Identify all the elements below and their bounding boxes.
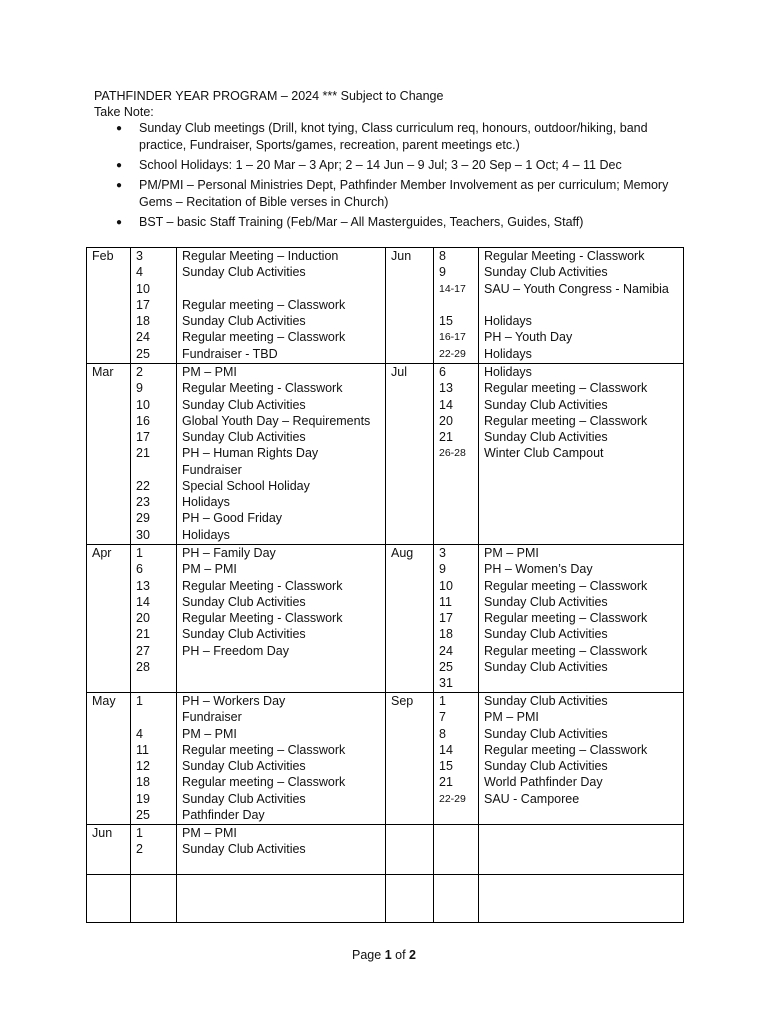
entry-date: 18 [439, 627, 453, 642]
entry-event: Regular meeting – Classwork [484, 381, 648, 396]
entry-event: Fundraiser [182, 462, 242, 477]
entry-event: Regular Meeting - Classwork [182, 578, 343, 593]
note-text: Sunday Club meetings (Drill, knot tying, Class curriculum req, honours, outdoor/hiking, band practice, Fundraiser, Sports/games, recreation, parent meetings etc.) [139, 121, 648, 152]
entry-date: 13 [136, 578, 150, 593]
entry-date: 2 [136, 365, 143, 379]
event-cell [177, 693, 386, 825]
schedule-row [87, 364, 684, 545]
entry-date: 17 [439, 611, 453, 625]
entry-date: 14 [136, 594, 150, 609]
entry-date: 3 [439, 546, 446, 560]
event-cell [177, 875, 386, 923]
entry-event: Fundraiser [182, 710, 242, 725]
entry-event: Winter Club Campout [484, 446, 604, 461]
entry-event: PH – Youth Day [484, 330, 573, 345]
entry-event: Fundraiser - TBD [182, 346, 278, 361]
entry-date [136, 709, 171, 725]
entry-event: Sunday Club Activities [182, 627, 306, 642]
entry-date: 17 [136, 430, 150, 444]
entry-date: 27 [136, 643, 150, 658]
bullet-icon: ● [116, 160, 123, 171]
entry-date: 14-17 [439, 282, 466, 295]
entry-date: 1 [439, 694, 446, 708]
event-cell [479, 693, 684, 825]
entry-event [484, 297, 678, 313]
schedule-table [86, 247, 684, 923]
entry-date: 1 [136, 826, 143, 840]
notes-list [94, 120, 694, 234]
entry-event: Regular meeting – Classwork [182, 742, 346, 757]
month-label: Jul [391, 365, 407, 379]
event-cell [479, 248, 684, 364]
entry-event: Sunday Club Activities [484, 759, 608, 773]
month-cell [386, 875, 434, 923]
note-item [94, 177, 694, 211]
entry-event: Holidays [182, 527, 230, 542]
month-cell [386, 248, 434, 364]
entry-date: 18 [136, 775, 150, 790]
month-cell [386, 364, 434, 545]
page-total: 2 [409, 948, 416, 962]
month-cell [87, 248, 131, 364]
entry-event [182, 281, 380, 297]
note-item [94, 214, 694, 231]
entry-event: PM – PMI [484, 546, 539, 560]
entry-date: 9 [439, 265, 446, 280]
entry-date: 13 [439, 381, 453, 396]
take-note-heading: Take Note: [94, 105, 154, 119]
entry-date: 25 [136, 807, 150, 822]
entry-event: Sunday Club Activities [182, 594, 306, 609]
month-label: Jun [391, 249, 412, 263]
page-current: 1 [384, 948, 392, 962]
entry-event: Global Youth Day – Requirements [182, 413, 371, 428]
entry-date: 16 [136, 413, 150, 428]
entry-event: Sunday Club Activities [484, 397, 608, 412]
entry-date: 4 [136, 265, 143, 280]
note-text: School Holidays: 1 – 20 Mar – 3 Apr; 2 – 14 Jun – 9 Jul; 3 – 20 Sep – 1 Oct; 4 – 11 Dec [139, 158, 622, 172]
entry-event: Regular Meeting – Induction [182, 249, 339, 263]
month-label [92, 875, 125, 891]
month-cell [386, 545, 434, 693]
month-cell [87, 364, 131, 545]
entry-date: 29 [136, 511, 150, 526]
entry-event: SAU - Camporee [484, 791, 580, 806]
entry-date: 1 [136, 546, 143, 560]
entry-event: Regular Meeting - Classwork [484, 249, 645, 263]
event-cell [177, 825, 386, 875]
entry-date: 3 [136, 249, 143, 263]
entry-event: PH – Women’s Day [484, 562, 593, 577]
entry-event: PM – PMI [182, 726, 237, 741]
month-cell [87, 875, 131, 923]
entry-event: Sunday Club Activities [484, 659, 608, 674]
entry-event: Sunday Club Activities [484, 265, 608, 280]
entry-date: 9 [439, 562, 446, 577]
entry-event: Sunday Club Activities [182, 397, 306, 412]
entry-date: 16-17 [439, 331, 466, 344]
entry-event: Sunday Club Activities [182, 791, 306, 806]
event-cell [479, 364, 684, 545]
entry-date: 14 [439, 397, 453, 412]
entry-event: Regular meeting – Classwork [182, 297, 346, 312]
event-cell [177, 545, 386, 693]
entry-date: 15 [439, 314, 453, 328]
month-label: Mar [92, 365, 114, 379]
document-title: PATHFINDER YEAR PROGRAM – 2024 *** Subject to Change [94, 89, 444, 103]
entry-event: Sunday Club Activities [182, 314, 306, 328]
month-cell [87, 693, 131, 825]
entry-date: 18 [136, 314, 150, 328]
entry-date: 7 [439, 710, 446, 725]
schedule-row [87, 875, 684, 923]
page-of-label: of [395, 948, 406, 962]
note-item [94, 157, 694, 174]
date-cell [434, 693, 479, 825]
entry-date: 8 [439, 249, 446, 263]
entry-date: 20 [439, 413, 453, 428]
entry-date [439, 297, 473, 313]
schedule-row [87, 248, 684, 364]
entry-event: Holidays [182, 495, 230, 509]
month-cell [386, 693, 434, 825]
event-cell [479, 825, 684, 875]
month-label: Feb [92, 249, 114, 263]
entry-event: PM – PMI [182, 365, 237, 379]
month-cell [87, 825, 131, 875]
entry-date: 11 [136, 742, 149, 757]
month-label: Jun [92, 826, 113, 840]
entry-date: 22-29 [439, 792, 466, 805]
entry-date: 8 [439, 726, 446, 741]
entry-date: 21 [439, 430, 453, 444]
entry-event: Special School Holiday [182, 478, 310, 493]
event-cell [177, 364, 386, 545]
entry-event: Sunday Club Activities [182, 842, 306, 857]
entry-event: PH – Family Day [182, 546, 276, 560]
page-label: Page [352, 948, 382, 962]
note-text: PM/PMI – Personal Ministries Dept, Pathfinder Member Involvement as per curriculum; Memory Gems – Recitation of Bible verses in Church) [139, 178, 669, 209]
entry-event: Regular meeting – Classwork [182, 775, 346, 790]
entry-date: 1 [136, 694, 143, 708]
entry-date: 4 [136, 726, 143, 741]
entry-event: Sunday Club Activities [484, 694, 608, 708]
entry-date: 2 [136, 842, 143, 857]
entry-event: Regular meeting – Classwork [484, 413, 648, 428]
schedule-row [87, 545, 684, 693]
entry-event: Regular meeting – Classwork [182, 330, 346, 345]
date-cell [131, 545, 177, 693]
entry-event: Holidays [484, 314, 532, 328]
date-cell [434, 875, 479, 923]
bullet-icon: ● [116, 180, 123, 191]
entry-event: Regular meeting – Classwork [484, 578, 648, 593]
event-cell [479, 875, 684, 923]
entry-date: 25 [439, 659, 453, 674]
date-cell [434, 825, 479, 875]
month-label: Apr [92, 546, 112, 560]
entry-event [182, 659, 380, 675]
date-cell [434, 248, 479, 364]
entry-date: 6 [439, 365, 446, 379]
page-footer [0, 948, 768, 962]
entry-date: 14 [439, 742, 453, 757]
bullet-icon: ● [116, 123, 123, 134]
month-cell [87, 545, 131, 693]
month-label: Sep [391, 694, 414, 708]
entry-date: 22-29 [439, 347, 466, 360]
entry-date: 20 [136, 611, 150, 625]
entry-date [136, 462, 171, 478]
bullet-icon: ● [116, 217, 123, 228]
entry-event: Regular meeting – Classwork [484, 611, 648, 625]
entry-event: World Pathfinder Day [484, 775, 603, 790]
event-cell [177, 248, 386, 364]
entry-event: Sunday Club Activities [484, 430, 608, 444]
entry-date: 26-28 [439, 447, 466, 460]
entry-date: 24 [136, 330, 150, 345]
date-cell [434, 364, 479, 545]
entry-event: Sunday Club Activities [182, 759, 306, 773]
schedule-row [87, 825, 684, 875]
entry-event: PH – Human Rights Day [182, 446, 319, 461]
entry-date: 23 [136, 495, 150, 509]
entry-date: 19 [136, 791, 150, 806]
entry-date: 15 [439, 759, 453, 773]
date-cell [131, 825, 177, 875]
entry-date: 31 [439, 676, 453, 690]
entry-event: Sunday Club Activities [484, 726, 608, 741]
entry-event: Regular Meeting - Classwork [182, 611, 343, 625]
entry-date: 21 [439, 775, 453, 790]
month-label: Aug [391, 546, 414, 560]
entry-event: Regular Meeting - Classwork [182, 381, 343, 396]
entry-date: 10 [439, 578, 453, 593]
entry-event: Holidays [484, 346, 532, 361]
event-cell [479, 545, 684, 693]
schedule-row [87, 693, 684, 825]
entry-event: PM – PMI [182, 826, 237, 840]
date-cell [131, 875, 177, 923]
entry-date: 21 [136, 627, 150, 642]
date-cell [131, 364, 177, 545]
entry-date: 17 [136, 297, 150, 312]
entry-date: 12 [136, 759, 150, 773]
entry-event: Sunday Club Activities [182, 430, 306, 444]
entry-date: 25 [136, 346, 150, 361]
note-item [94, 120, 694, 154]
entry-event: PH – Workers Day [182, 694, 286, 708]
entry-event: PH – Freedom Day [182, 643, 289, 658]
entry-event: Regular meeting – Classwork [484, 643, 648, 658]
entry-date: 30 [136, 527, 150, 542]
entry-date: 9 [136, 381, 143, 396]
entry-event [484, 675, 678, 691]
entry-date: 28 [136, 659, 150, 674]
entry-event: PM – PMI [484, 710, 539, 725]
entry-date: 21 [136, 446, 150, 461]
entry-event: Holidays [484, 365, 532, 379]
entry-date: 10 [136, 397, 150, 412]
entry-event: Pathfinder Day [182, 807, 265, 822]
entry-event: Sunday Club Activities [484, 594, 608, 609]
entry-event: PH – Good Friday [182, 511, 283, 526]
date-cell [131, 248, 177, 364]
entry-event: Regular meeting – Classwork [484, 742, 648, 757]
entry-date: 11 [439, 594, 452, 609]
entry-date: 24 [439, 643, 453, 658]
entry-date: 22 [136, 478, 150, 493]
entry-event: Sunday Club Activities [484, 627, 608, 642]
month-label: May [92, 694, 116, 708]
entry-date: 10 [136, 281, 150, 296]
month-label [391, 875, 428, 891]
month-label [391, 825, 428, 841]
entry-event: SAU – Youth Congress - Namibia [484, 281, 669, 296]
schedule-body [87, 248, 684, 923]
date-cell [434, 545, 479, 693]
entry-event: Sunday Club Activities [182, 265, 306, 280]
entry-date: 6 [136, 562, 143, 577]
entry-event: PM – PMI [182, 562, 237, 577]
month-cell [386, 825, 434, 875]
date-cell [131, 693, 177, 825]
note-text: BST – basic Staff Training (Feb/Mar – All Masterguides, Teachers, Guides, Staff) [139, 215, 584, 229]
